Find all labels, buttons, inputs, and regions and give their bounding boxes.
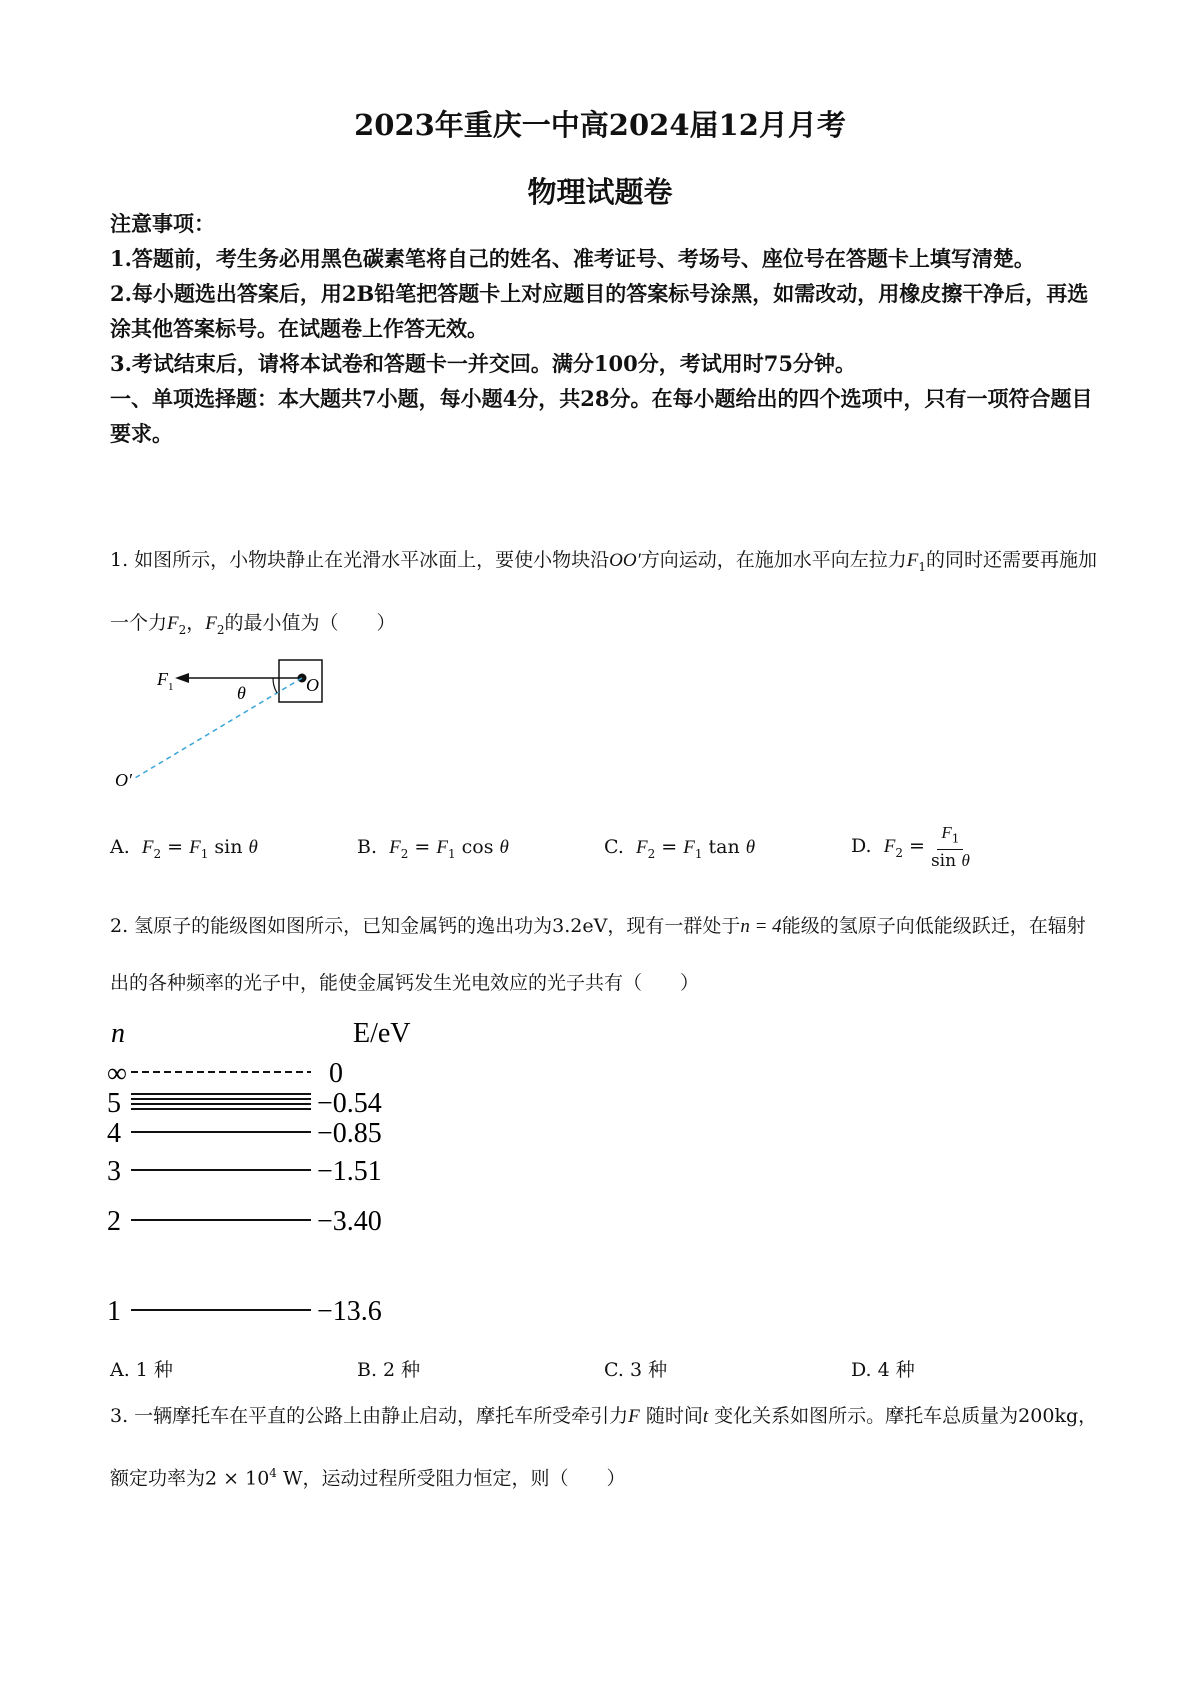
energy-level-diagram [105, 1010, 435, 1320]
level-energy-label: −3.40 [317, 1206, 382, 1237]
exam-title: 2023年重庆一中高2024届12月月考 [354, 108, 846, 142]
level-energy-label: −13.6 [317, 1296, 382, 1320]
q1-force-figure [105, 648, 345, 798]
level-energy-label: −1.51 [317, 1156, 382, 1187]
level-energy-label: 0 [329, 1058, 343, 1089]
level-energy-label: −0.54 [317, 1088, 382, 1119]
label-o-prime: O′ [115, 770, 132, 790]
q2-option-c[interactable]: C. 3 种 [604, 1359, 668, 1381]
notes-section [110, 206, 1100, 451]
notes-item-1: 1.答题前，考生务必用黑色碳素笔将自己的姓名、准考证号、考场号、座位号在答题卡上填写清楚。 [110, 246, 1035, 271]
notes-item-2: 2.每小题选出答案后，用2B铅笔把答题卡上对应题目的答案标号涂黑，如需改动，用橡皮擦干净后，再选涂其他答案标号。在试题卷上作答无效。 [110, 281, 1089, 341]
svg-text:1: 1 [168, 681, 174, 693]
section-heading: 一、单项选择题：本大题共7小题，每小题4分，共28分。在每小题给出的四个选项中，只有一项符合题目要求。 [110, 386, 1093, 446]
level-n-label: 1 [107, 1296, 121, 1320]
q1-options [110, 823, 1100, 872]
level-n-label: 3 [107, 1156, 121, 1187]
level-n-label: 5 [107, 1088, 121, 1119]
q1-option-b[interactable]: B. $F_2 = F_1$ cos θ [357, 836, 509, 861]
q2-options [110, 1355, 1100, 1382]
axis-label-E: E/eV [353, 1018, 411, 1049]
fraction: $\frac{F_1}{\text{sin θ}}$ [930, 823, 970, 872]
q1-option-c[interactable]: C. $F_2 = F_1$ tan θ [604, 836, 756, 861]
arrow-head-icon [175, 673, 189, 683]
level-n-label: 4 [107, 1118, 121, 1149]
label-o: O [306, 675, 319, 695]
axis-label-n: n [111, 1018, 125, 1049]
q2-option-b[interactable]: B. 2 种 [357, 1359, 421, 1381]
level-n-label: ∞ [107, 1058, 127, 1089]
symbol-OO: OO′ [609, 550, 641, 571]
notes-item-3: 3.考试结束后，请将本试卷和答题卡一并交回。满分100分，考试用时75分钟。 [110, 351, 856, 376]
q2-option-d[interactable]: D. 4 种 [851, 1359, 915, 1381]
exam-subtitle: 物理试题卷 [527, 175, 673, 209]
q1-option-d[interactable]: D. $F_2$ = $\frac{F_1}{\text{sin θ}}$ [851, 823, 970, 872]
level-n-label: 2 [107, 1206, 121, 1237]
level-energy-label: −0.85 [317, 1118, 382, 1149]
q2-option-a[interactable]: A. 1 种 [110, 1359, 173, 1381]
q1-option-a[interactable]: A. $F_2 = F_1$ sin θ [110, 836, 258, 861]
label-theta: θ [237, 683, 246, 703]
question-2: 2. 氢原子的能级图如图所示，已知金属钙的逸出功为3.2eV，现有一群处于n = 4能级的氢原子向低能级跃迁，在辐射出的各种频率的光子中，能使金属钙发生光电效应的光子共有（ ） [110, 915, 1086, 994]
question-3: 3. 一辆摩托车在平直的公路上由静止启动，摩托车所受牵引力F 随时间t 变化关系如图所示。摩托车总质量为200kg，额定功率为$2 \times 10^4$ W，运动过程所受阻力恒定，则（ ） [110, 1405, 1098, 1490]
theta-arc [273, 678, 277, 693]
question-1: 1. 如图所示，小物块静止在光滑水平冰面上，要使小物块沿OO′方向运动，在施加水平向左拉力$F_1$的同时还需要再施加一个力$F_2$，$F_2$的最小值为（ ） [110, 549, 1098, 637]
label-f1: F [157, 669, 168, 689]
notes-heading: 注意事项： [110, 211, 215, 236]
